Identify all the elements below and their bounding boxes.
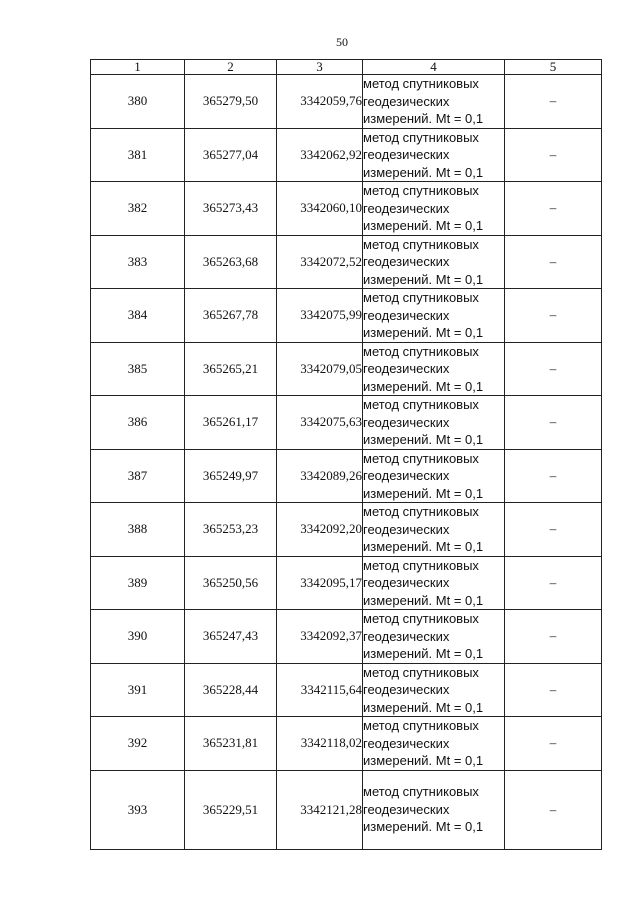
method-cell xyxy=(363,235,505,289)
method-cell xyxy=(363,128,505,182)
point-number-cell: 380 xyxy=(91,75,185,129)
table-row xyxy=(91,128,602,182)
method-line: измерений. Mt = 0,1 xyxy=(363,592,484,608)
x-coordinate-cell: 365231,81 xyxy=(185,717,277,771)
method-line: измерений. Mt = 0,1 xyxy=(363,485,484,501)
table-row xyxy=(91,182,602,236)
x-coordinate-cell: 365253,23 xyxy=(185,503,277,557)
table-row xyxy=(91,75,602,129)
header-col-5: 5 xyxy=(505,60,602,75)
note-cell: – xyxy=(505,342,602,396)
method-line: измерений. Mt = 0,1 xyxy=(363,539,484,554)
method-line: метод спутниковых xyxy=(363,718,479,733)
method-line: геодезических xyxy=(363,361,450,376)
method-cell xyxy=(363,717,505,771)
note-cell: – xyxy=(505,235,602,289)
method-line: измерений. Mt = 0,1 xyxy=(363,819,484,835)
y-coordinate-cell: 3342121,28 xyxy=(277,770,363,849)
method-line: измерений. Mt = 0,1 xyxy=(363,432,484,447)
x-coordinate-cell: 365261,17 xyxy=(185,396,277,450)
method-line: метод спутниковых xyxy=(363,557,479,573)
method-cell xyxy=(363,663,505,717)
note-cell: – xyxy=(505,182,602,236)
note-cell: – xyxy=(505,503,602,557)
y-coordinate-cell: 3342092,20 xyxy=(277,503,363,557)
method-line: геодезических xyxy=(363,307,450,323)
coordinates-table xyxy=(90,59,602,850)
x-coordinate-cell: 365273,43 xyxy=(185,182,277,236)
method-line: измерений. Mt = 0,1 xyxy=(363,111,484,126)
table-body xyxy=(91,75,602,850)
x-coordinate-cell: 365247,43 xyxy=(185,610,277,664)
note-cell: – xyxy=(505,663,602,717)
method-line: измерений. Mt = 0,1 xyxy=(363,325,484,340)
point-number-cell: 388 xyxy=(91,503,185,557)
method-line: геодезических xyxy=(363,628,450,644)
note-cell: – xyxy=(505,770,602,849)
method-line: геодезических xyxy=(363,575,450,590)
x-coordinate-cell: 365263,68 xyxy=(185,235,277,289)
method-line: геодезических xyxy=(363,801,450,817)
note-cell: – xyxy=(505,556,602,610)
y-coordinate-cell: 3342075,63 xyxy=(277,396,363,450)
method-line: геодезических xyxy=(363,682,450,697)
note-cell: – xyxy=(505,128,602,182)
note-cell: – xyxy=(505,610,602,664)
y-coordinate-cell: 3342072,52 xyxy=(277,235,363,289)
method-line: геодезических xyxy=(363,200,450,216)
method-line: геодезических xyxy=(363,521,450,537)
y-coordinate-cell: 3342059,76 xyxy=(277,75,363,129)
method-cell xyxy=(363,75,505,129)
method-line: измерений. Mt = 0,1 xyxy=(363,164,484,180)
method-cell xyxy=(363,289,505,343)
x-coordinate-cell: 365249,97 xyxy=(185,449,277,503)
method-line: геодезических xyxy=(363,147,450,162)
method-line: метод спутниковых xyxy=(363,236,479,252)
table-row xyxy=(91,342,602,396)
header-col-2: 2 xyxy=(185,60,277,75)
y-coordinate-cell: 3342089,26 xyxy=(277,449,363,503)
point-number-cell: 387 xyxy=(91,449,185,503)
table-row xyxy=(91,503,602,557)
table-row xyxy=(91,556,602,610)
note-cell: – xyxy=(505,396,602,450)
y-coordinate-cell: 3342095,17 xyxy=(277,556,363,610)
method-line: геодезических xyxy=(363,735,450,751)
x-coordinate-cell: 365267,78 xyxy=(185,289,277,343)
y-coordinate-cell: 3342062,92 xyxy=(277,128,363,182)
x-coordinate-cell: 365277,04 xyxy=(185,128,277,182)
x-coordinate-cell: 365279,50 xyxy=(185,75,277,129)
method-cell xyxy=(363,396,505,450)
note-cell: – xyxy=(505,449,602,503)
x-coordinate-cell: 365250,56 xyxy=(185,556,277,610)
method-line: измерений. Mt = 0,1 xyxy=(363,699,484,715)
point-number-cell: 384 xyxy=(91,289,185,343)
y-coordinate-cell: 3342118,02 xyxy=(277,717,363,771)
y-coordinate-cell: 3342079,05 xyxy=(277,342,363,396)
method-cell xyxy=(363,342,505,396)
method-cell xyxy=(363,556,505,610)
table-row xyxy=(91,770,602,849)
table-row xyxy=(91,396,602,450)
method-line: метод спутниковых xyxy=(363,343,479,359)
method-line: геодезических xyxy=(363,468,450,483)
x-coordinate-cell: 365228,44 xyxy=(185,663,277,717)
table-row xyxy=(91,663,602,717)
x-coordinate-cell: 365229,51 xyxy=(185,770,277,849)
y-coordinate-cell: 3342060,10 xyxy=(277,182,363,236)
method-line: метод спутниковых xyxy=(363,450,479,466)
method-cell xyxy=(363,503,505,557)
method-line: измерений. Mt = 0,1 xyxy=(363,753,484,768)
point-number-cell: 386 xyxy=(91,396,185,450)
header-col-4: 4 xyxy=(363,60,505,75)
method-cell xyxy=(363,770,505,849)
y-coordinate-cell: 3342092,37 xyxy=(277,610,363,664)
note-cell: – xyxy=(505,289,602,343)
point-number-cell: 385 xyxy=(91,342,185,396)
page-number: 50 xyxy=(336,35,348,49)
method-line: метод спутниковых xyxy=(363,397,479,412)
note-cell: – xyxy=(505,75,602,129)
method-line: метод спутниковых xyxy=(363,664,479,680)
header-row xyxy=(91,60,602,75)
table-row xyxy=(91,449,602,503)
note-cell: – xyxy=(505,717,602,771)
table-row xyxy=(91,289,602,343)
method-line: метод спутниковых xyxy=(363,611,479,626)
y-coordinate-cell: 3342075,99 xyxy=(277,289,363,343)
x-coordinate-cell: 365265,21 xyxy=(185,342,277,396)
method-line: метод спутниковых xyxy=(363,129,479,145)
method-line: измерений. Mt = 0,1 xyxy=(363,271,484,287)
method-line: измерений. Mt = 0,1 xyxy=(363,218,484,233)
point-number-cell: 382 xyxy=(91,182,185,236)
method-cell xyxy=(363,449,505,503)
point-number-cell: 392 xyxy=(91,717,185,771)
method-line: метод спутниковых xyxy=(363,290,479,305)
table-row xyxy=(91,235,602,289)
method-line: геодезических xyxy=(363,414,450,430)
point-number-cell: 389 xyxy=(91,556,185,610)
y-coordinate-cell: 3342115,64 xyxy=(277,663,363,717)
point-number-cell: 391 xyxy=(91,663,185,717)
table-row xyxy=(91,717,602,771)
point-number-cell: 393 xyxy=(91,770,185,849)
method-line: метод спутниковых xyxy=(363,784,479,800)
point-number-cell: 381 xyxy=(91,128,185,182)
point-number-cell: 390 xyxy=(91,610,185,664)
table-row xyxy=(91,610,602,664)
method-line: измерений. Mt = 0,1 xyxy=(363,378,484,394)
table-header xyxy=(91,60,602,75)
method-line: метод спутниковых xyxy=(363,504,479,519)
method-line: измерений. Mt = 0,1 xyxy=(363,646,484,661)
method-line: метод спутниковых xyxy=(363,76,479,91)
method-cell xyxy=(363,610,505,664)
method-line: геодезических xyxy=(363,254,450,269)
header-col-3: 3 xyxy=(277,60,363,75)
header-col-1: 1 xyxy=(91,60,185,75)
method-cell xyxy=(363,182,505,236)
point-number-cell: 383 xyxy=(91,235,185,289)
method-line: метод спутниковых xyxy=(363,183,479,198)
method-line: геодезических xyxy=(363,93,450,109)
